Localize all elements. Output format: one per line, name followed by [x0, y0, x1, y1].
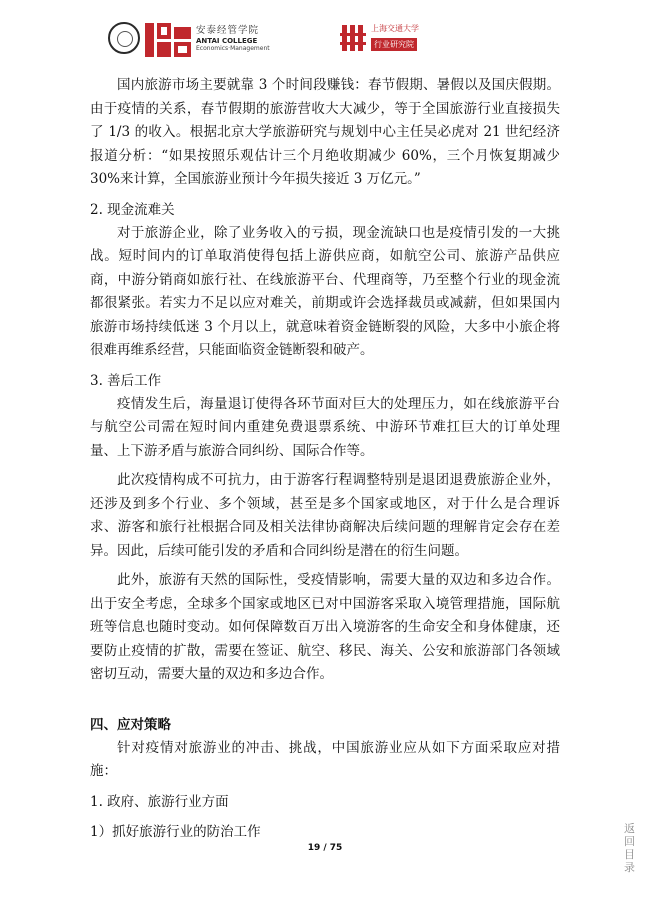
chapter-heading-strategy: 四、应对策略	[90, 716, 171, 733]
institute-name: 行业研究院	[371, 38, 417, 51]
antai-cn-name: 安泰经管学院	[196, 25, 260, 36]
subsection-heading-prevention: 1）抓好旅游行业的防治工作	[90, 823, 261, 840]
antai-logo-icon	[145, 23, 191, 57]
sjtu-seal-logo	[108, 22, 140, 54]
section-heading-aftermath: 3. 善后工作	[90, 372, 162, 389]
antai-en-line2: Economics·Management	[196, 45, 270, 52]
subsection-heading-government: 1. 政府、旅游行业方面	[90, 793, 229, 810]
section-heading-cashflow: 2. 现金流难关	[90, 201, 175, 218]
page-number: 19 / 75	[307, 843, 343, 853]
paragraph-tourism-revenue: 国内旅游市场主要就靠 3 个时间段赚钱：春节假期、暑假以及国庆假期。由于疫情的关系，春节假期的旅游营收大大减少，等于全国旅游行业直接损失了 1/3 的收入。根据北京大学旅游研究与规划中心主任吴必虎对 21 世纪经济报道分析：“如果按照乐观估计三个月绝收期减少 60%，三个月恢复期减少 30%来计算，全国旅游业预计今年损失接近 3 万亿元。”	[90, 77, 560, 187]
paragraph-cashflow: 对于旅游企业，除了业务收入的亏损，现金流缺口也是疫情引发的一大挑战。短时间内的订单取消使得包括上游供应商，如航空公司、旅游产品供应商，中游分销商如旅行社、在线旅游平台、代理商等，乃至整个行业的现金流都很紧张。若实力不足以应对难关，前期或许会选择裁员或减薪，但如果国内旅游市场持续低迷 3 个月以上，就意味着资金链断裂的风险，大多中小旅企将很难再维系经营，只能面临资金链断裂和破产。	[90, 224, 560, 358]
paragraph-strategy-intro: 针对疫情对旅游业的冲击、挑战，中国旅游业应从如下方面采取应对措施：	[90, 739, 560, 779]
paragraph-aftermath-1: 疫情发生后，海量退订使得各环节面对巨大的处理压力，如在线旅游平台与航空公司需在短时间内重建免费退票系统、中游环节难扛巨大的订单处理量、上下游矛盾与旅游合同纠纷、国际合作等。	[90, 395, 560, 459]
back-to-toc-link[interactable]: 返回目录	[624, 822, 635, 874]
sjtu-name: 上海交通大学	[371, 24, 419, 33]
header	[108, 22, 428, 66]
industry-institute-logo-icon	[340, 23, 366, 53]
antai-en-line1: ANTAI COLLEGE	[196, 37, 258, 45]
paragraph-aftermath-2: 此次疫情构成不可抗力，由于游客行程调整特别是退团退费旅游企业外，还涉及到多个行业、多个领域，甚至是多个国家或地区，对于什么是合理诉求、游客和旅行社根据合同及相关法律协商解决后续问题的理解肯定会存在差异。因此，后续可能引发的矛盾和合同纠纷是潜在的衍生问题。	[90, 472, 560, 559]
paragraph-aftermath-3: 此外，旅游有天然的国际性，受疫情影响，需要大量的双边和多边合作。出于安全考虑，全球多个国家或地区已对中国游客采取入境管理措施，国际航班等信息也随时变动。如何保障数百万出入境游客的生命安全和身体健康，还要防止疫情的扩散，需要在签证、航空、移民、海关、公安和旅游部门各领域密切互动，需要大量的双边和多边合作。	[90, 572, 560, 682]
document-body	[90, 74, 560, 844]
antai-college-name	[196, 22, 270, 52]
